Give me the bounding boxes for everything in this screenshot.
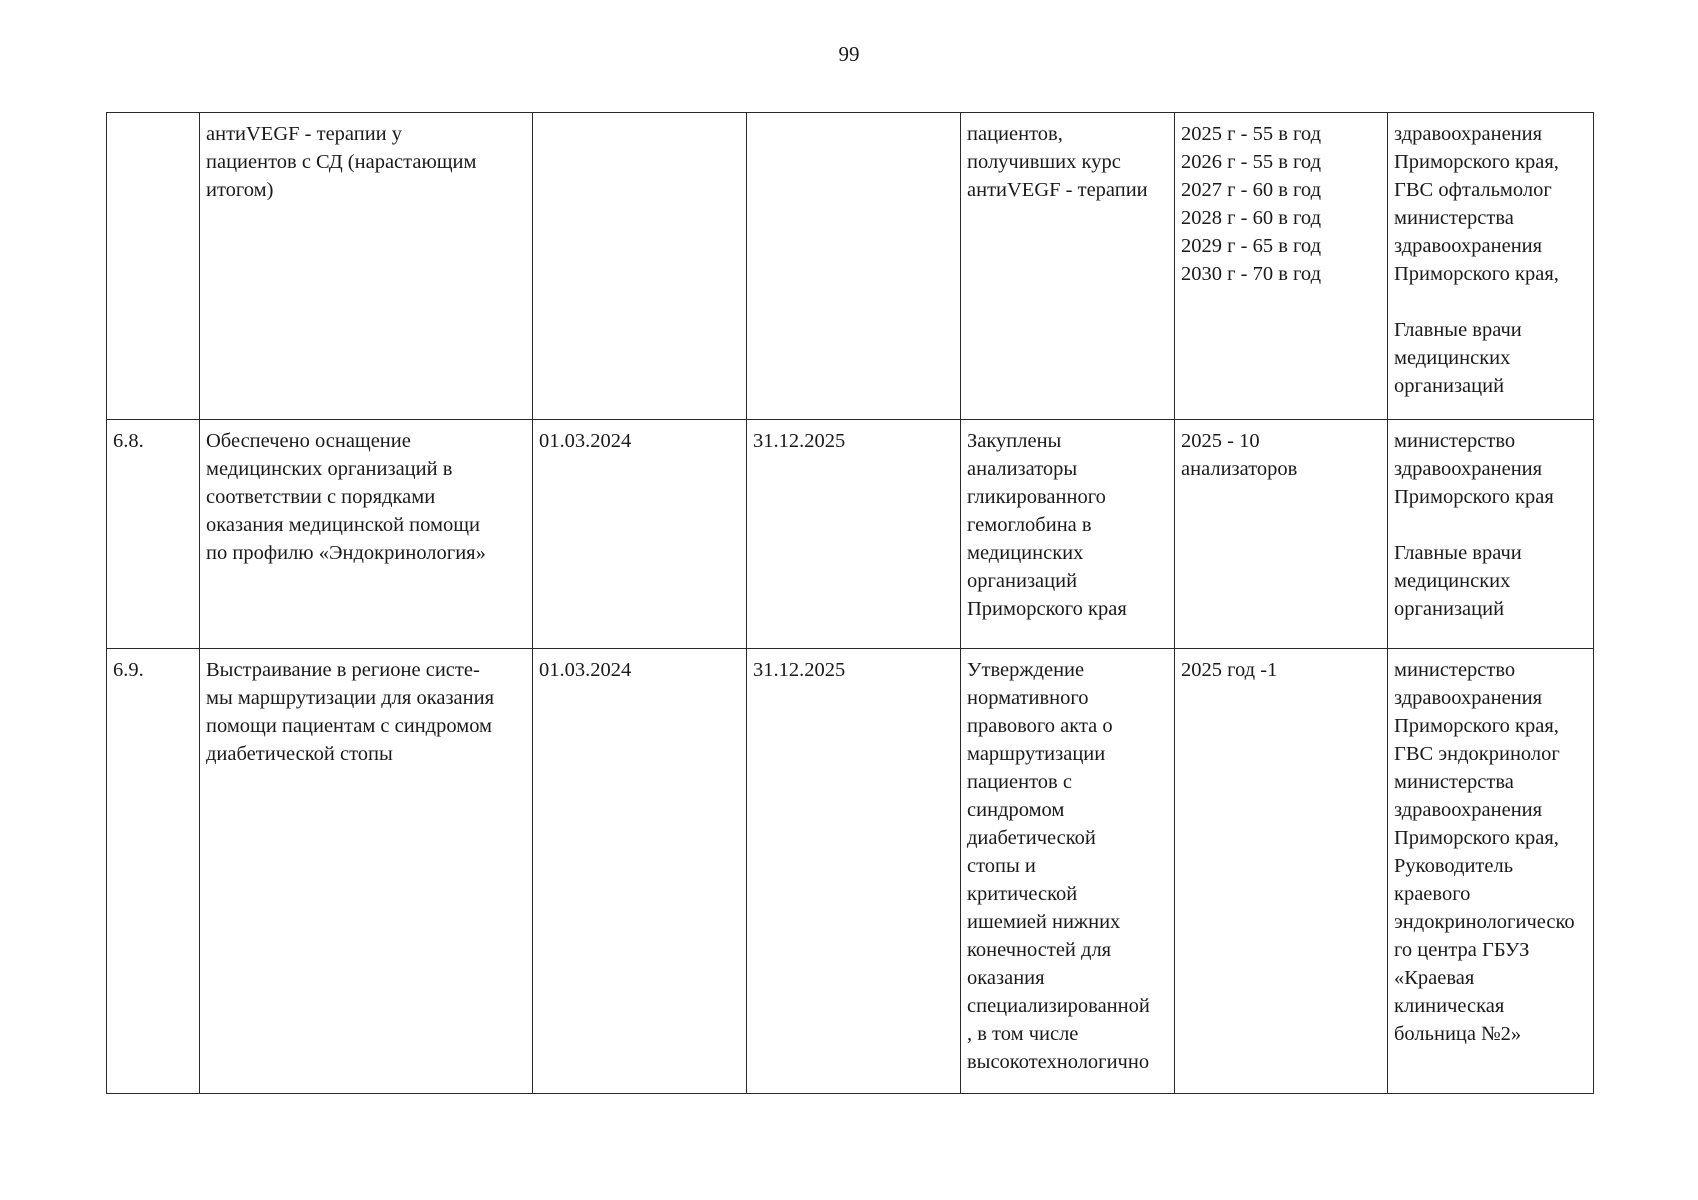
measures-table xyxy=(106,112,1594,1094)
cell-task: Выстраивание в регионе систе- мы маршрутизации для оказания помощи пациентам с синдромом диабетической стопы xyxy=(200,649,533,1094)
cell-start-date: 01.03.2024 xyxy=(533,420,747,649)
cell-end-date: 31.12.2025 xyxy=(747,649,961,1094)
cell-task: Обеспечено оснащение медицинских организаций в соответствии с порядками оказания медицинской помощи по профилю «Эндокринология» xyxy=(200,420,533,649)
cell-end-date: 31.12.2025 xyxy=(747,420,961,649)
cell-number xyxy=(107,113,200,420)
cell-result: Утверждение нормативного правового акта о маршрутизации пациентов с синдромом диабетической стопы и критической ишемией нижних конечностей для оказания специализированной , в том числе высокотехнологично xyxy=(961,649,1175,1094)
cell-responsible: здравоохранения Приморского края, ГВС офтальмолог министерства здравоохранения Приморского края, Главные врачи медицинских организаций xyxy=(1388,113,1594,420)
cell-result: пациентов, получивших курс антиVEGF - терапии xyxy=(961,113,1175,420)
cell-indicator: 2025 г - 55 в год 2026 г - 55 в год 2027 г - 60 в год 2028 г - 60 в год 2029 г - 65 в год 2030 г - 70 в год xyxy=(1175,113,1388,420)
table-row xyxy=(107,649,1594,1094)
cell-indicator: 2025 год -1 xyxy=(1175,649,1388,1094)
cell-task: антиVEGF - терапии у пациентов с СД (нарастающим итогом) xyxy=(200,113,533,420)
table-row xyxy=(107,113,1594,420)
cell-number: 6.9. xyxy=(107,649,200,1094)
cell-start-date xyxy=(533,113,747,420)
cell-result: Закуплены анализаторы гликированного гемоглобина в медицинских организаций Приморского края xyxy=(961,420,1175,649)
cell-end-date xyxy=(747,113,961,420)
cell-indicator: 2025 - 10 анализаторов xyxy=(1175,420,1388,649)
table-row xyxy=(107,420,1594,649)
cell-responsible: министерство здравоохранения Приморского края, ГВС эндокринолог министерства здравоохранения Приморского края, Руководитель краевого эндокринологическо го центра ГБУЗ «Краевая клиническая больница №2» xyxy=(1388,649,1594,1094)
cell-number: 6.8. xyxy=(107,420,200,649)
cell-responsible: министерство здравоохранения Приморского края Главные врачи медицинских организаций xyxy=(1388,420,1594,649)
page-number: 99 xyxy=(838,42,860,66)
cell-start-date: 01.03.2024 xyxy=(533,649,747,1094)
